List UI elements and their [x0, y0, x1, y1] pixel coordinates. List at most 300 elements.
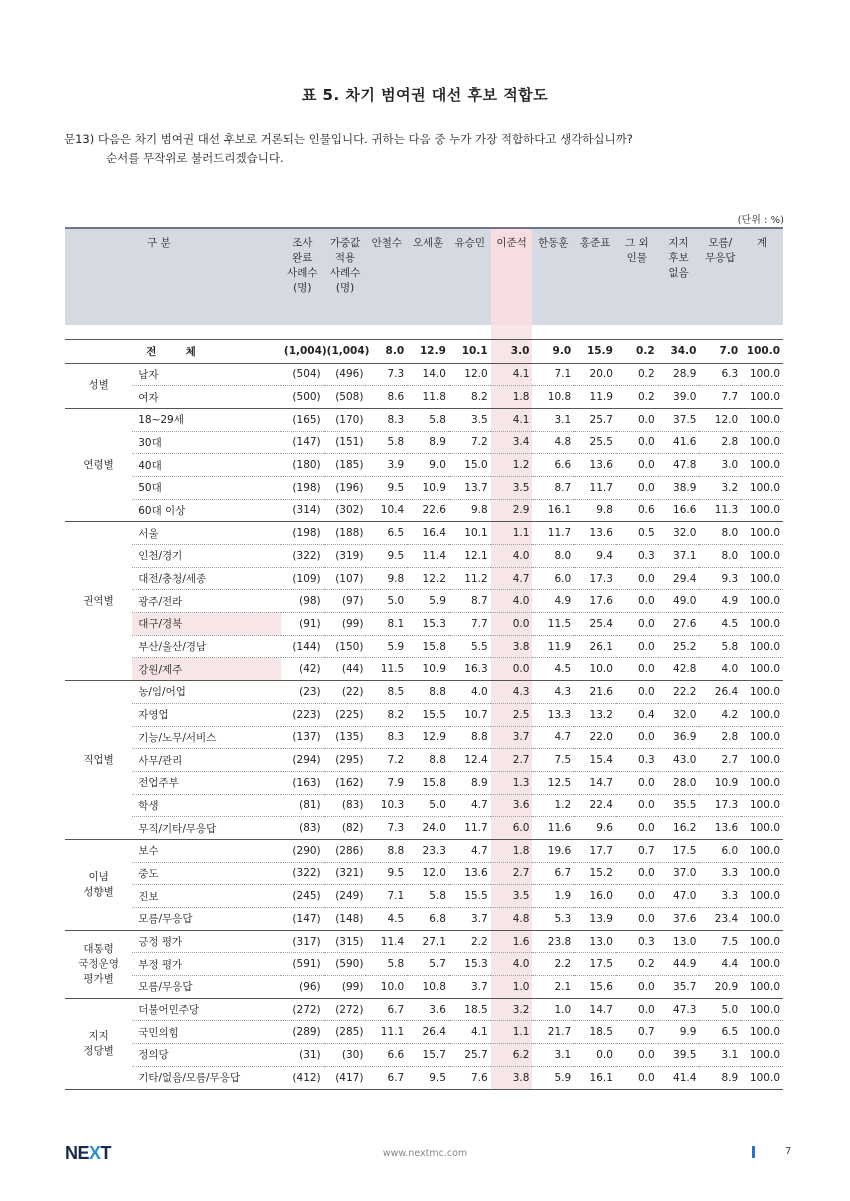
row-value: 8.9	[699, 1066, 741, 1089]
row-value: 100.0	[741, 998, 783, 1021]
table-row	[65, 476, 783, 499]
row-value: 6.0	[699, 839, 741, 862]
row-value: 11.4	[366, 930, 407, 953]
header-category: 구 분	[65, 228, 281, 325]
row-cases: (144)	[281, 635, 324, 658]
row-weighted: (295)	[324, 749, 367, 772]
row-value: 2.7	[491, 862, 533, 885]
row-value: 3.1	[699, 1044, 741, 1067]
table-row	[65, 976, 783, 999]
row-value: 1.1	[491, 1021, 533, 1044]
row-value: 17.6	[574, 590, 616, 613]
row-value: 22.6	[407, 499, 449, 522]
row-weighted: (321)	[324, 862, 367, 885]
row-value: 15.3	[449, 953, 491, 976]
row-value: 9.5	[366, 862, 407, 885]
row-value: 10.8	[407, 976, 449, 999]
table-row	[65, 386, 783, 409]
row-cases: (98)	[281, 590, 324, 613]
row-value: 0.0	[616, 454, 658, 477]
row-value: 100.0	[741, 885, 783, 908]
row-value: 7.3	[366, 363, 407, 386]
row-value: 0.5	[616, 522, 658, 545]
row-value: 3.5	[449, 408, 491, 431]
row-value: 37.6	[658, 908, 700, 931]
row-value: 13.9	[574, 908, 616, 931]
row-value: 4.5	[366, 908, 407, 931]
row-value: 13.6	[449, 862, 491, 885]
row-value: 11.7	[574, 476, 616, 499]
row-value: 1.3	[491, 771, 533, 794]
row-value: 5.9	[366, 635, 407, 658]
row-value: 0.0	[616, 885, 658, 908]
header-col-4: 한동훈	[532, 228, 574, 325]
row-value: 11.4	[407, 545, 449, 568]
row-value: 10.3	[366, 794, 407, 817]
row-value: 37.0	[658, 862, 700, 885]
row-weighted: (22)	[324, 681, 367, 704]
row-value: 25.5	[574, 431, 616, 454]
row-label: 학생	[132, 794, 281, 817]
row-value: 17.3	[699, 794, 741, 817]
row-value: 11.7	[532, 522, 574, 545]
row-weighted: (188)	[324, 522, 367, 545]
row-label: 강원/제주	[132, 658, 281, 681]
row-value: 100.0	[741, 522, 783, 545]
row-value: 39.5	[658, 1044, 700, 1067]
row-value: 29.4	[658, 567, 700, 590]
row-value: 16.4	[407, 522, 449, 545]
row-value: 20.0	[574, 363, 616, 386]
row-value: 1.8	[491, 839, 533, 862]
row-label: 자영업	[132, 703, 281, 726]
row-weighted: (99)	[324, 976, 367, 999]
row-value: 22.2	[658, 681, 700, 704]
row-value: 8.9	[407, 431, 449, 454]
row-cases: (96)	[281, 976, 324, 999]
row-label: 정의당	[132, 1044, 281, 1067]
table-row	[65, 726, 783, 749]
row-weighted: (417)	[324, 1066, 367, 1089]
row-value: 4.9	[699, 590, 741, 613]
row-weighted: (508)	[324, 386, 367, 409]
row-cases: (165)	[281, 408, 324, 431]
row-value: 12.0	[407, 862, 449, 885]
row-value: 100.0	[741, 408, 783, 431]
table-row	[65, 908, 783, 931]
row-weighted: (82)	[324, 817, 367, 840]
table-row	[65, 862, 783, 885]
row-value: 15.3	[407, 613, 449, 636]
row-value: 100.0	[741, 839, 783, 862]
row-value: 4.7	[532, 726, 574, 749]
row-weighted: (272)	[324, 998, 367, 1021]
row-value: 16.6	[658, 499, 700, 522]
row-value: 27.6	[658, 613, 700, 636]
row-value: 0.2	[616, 386, 658, 409]
row-value: 4.1	[491, 408, 533, 431]
row-value: 9.4	[574, 545, 616, 568]
table-row	[65, 522, 783, 545]
row-value: 5.3	[532, 908, 574, 931]
row-value: 6.0	[491, 817, 533, 840]
total-row	[65, 339, 783, 363]
row-value: 35.5	[658, 794, 700, 817]
row-value: 5.8	[366, 953, 407, 976]
total-value: 9.0	[532, 339, 574, 363]
row-value: 4.5	[699, 613, 741, 636]
row-value: 13.0	[574, 930, 616, 953]
row-weighted: (196)	[324, 476, 367, 499]
row-value: 17.7	[574, 839, 616, 862]
row-value: 3.9	[366, 454, 407, 477]
row-weighted: (150)	[324, 635, 367, 658]
row-value: 26.4	[407, 1021, 449, 1044]
row-value: 22.0	[574, 726, 616, 749]
row-value: 100.0	[741, 635, 783, 658]
row-value: 4.8	[491, 908, 533, 931]
header-spacer-row	[65, 325, 783, 339]
row-cases: (137)	[281, 726, 324, 749]
row-value: 5.7	[407, 953, 449, 976]
header-weighted: 가중값 적용 사례수 (명)	[324, 228, 367, 325]
row-value: 49.0	[658, 590, 700, 613]
row-value: 15.5	[449, 885, 491, 908]
row-value: 7.5	[699, 930, 741, 953]
row-value: 4.4	[699, 953, 741, 976]
row-value: 16.1	[532, 499, 574, 522]
row-value: 12.0	[449, 363, 491, 386]
row-weighted: (302)	[324, 499, 367, 522]
row-value: 9.5	[407, 1066, 449, 1089]
row-value: 100.0	[741, 567, 783, 590]
row-cases: (180)	[281, 454, 324, 477]
row-value: 27.1	[407, 930, 449, 953]
row-value: 4.0	[491, 953, 533, 976]
row-value: 3.2	[699, 476, 741, 499]
row-value: 0.0	[574, 1044, 616, 1067]
total-value: 100.0	[741, 339, 783, 363]
row-value: 0.0	[616, 976, 658, 999]
row-value: 13.6	[574, 454, 616, 477]
row-value: 8.7	[449, 590, 491, 613]
table-row	[65, 408, 783, 431]
row-value: 6.0	[532, 567, 574, 590]
total-cases: (1,004)	[281, 339, 324, 363]
row-weighted: (162)	[324, 771, 367, 794]
row-value: 3.7	[449, 976, 491, 999]
total-group-cell	[65, 339, 132, 363]
row-value: 4.1	[491, 363, 533, 386]
row-value: 23.3	[407, 839, 449, 862]
row-value: 47.3	[658, 998, 700, 1021]
row-value: 7.2	[366, 749, 407, 772]
next-logo: NEXT	[65, 1143, 112, 1163]
row-cases: (109)	[281, 567, 324, 590]
row-value: 7.9	[366, 771, 407, 794]
row-value: 13.6	[699, 817, 741, 840]
header-col-7: 지지 후보 없음	[658, 228, 700, 325]
row-value: 0.0	[616, 908, 658, 931]
row-value: 11.1	[366, 1021, 407, 1044]
row-cases: (83)	[281, 817, 324, 840]
row-value: 15.2	[574, 862, 616, 885]
row-value: 100.0	[741, 476, 783, 499]
footer-accent-bar	[752, 1146, 755, 1158]
spacer-cell	[532, 325, 574, 339]
row-value: 1.0	[491, 976, 533, 999]
row-value: 15.8	[407, 771, 449, 794]
row-value: 9.9	[658, 1021, 700, 1044]
row-cases: (245)	[281, 885, 324, 908]
row-value: 1.2	[532, 794, 574, 817]
row-cases: (412)	[281, 1066, 324, 1089]
total-value: 10.1	[449, 339, 491, 363]
row-value: 5.0	[366, 590, 407, 613]
row-weighted: (135)	[324, 726, 367, 749]
row-value: 1.1	[491, 522, 533, 545]
row-value: 0.0	[616, 1044, 658, 1067]
row-value: 6.6	[366, 1044, 407, 1067]
row-label: 50대	[132, 476, 281, 499]
row-cases: (500)	[281, 386, 324, 409]
footer-url: www.nextmc.com	[382, 1148, 468, 1159]
row-value: 17.3	[574, 567, 616, 590]
row-value: 100.0	[741, 771, 783, 794]
row-cases: (322)	[281, 862, 324, 885]
row-value: 3.3	[699, 885, 741, 908]
group-label-1: 연령별	[65, 408, 132, 521]
row-value: 100.0	[741, 908, 783, 931]
row-weighted: (249)	[324, 885, 367, 908]
row-value: 0.0	[616, 726, 658, 749]
row-value: 19.6	[532, 839, 574, 862]
row-value: 5.8	[407, 408, 449, 431]
row-value: 16.2	[658, 817, 700, 840]
total-value: 8.0	[366, 339, 407, 363]
row-value: 10.9	[407, 658, 449, 681]
table-row	[65, 499, 783, 522]
row-cases: (147)	[281, 908, 324, 931]
row-value: 100.0	[741, 658, 783, 681]
row-value: 38.9	[658, 476, 700, 499]
row-value: 0.7	[616, 839, 658, 862]
table-row	[65, 703, 783, 726]
row-value: 10.0	[574, 658, 616, 681]
row-cases: (81)	[281, 794, 324, 817]
row-weighted: (225)	[324, 703, 367, 726]
row-label: 농/임/어업	[132, 681, 281, 704]
row-value: 41.6	[658, 431, 700, 454]
row-value: 100.0	[741, 749, 783, 772]
row-value: 9.5	[366, 476, 407, 499]
header-col-6: 그 외 인물	[616, 228, 658, 325]
row-value: 0.0	[491, 613, 533, 636]
header-row	[65, 228, 783, 325]
row-value: 8.8	[407, 681, 449, 704]
row-value: 11.3	[699, 499, 741, 522]
row-value: 13.2	[574, 703, 616, 726]
row-value: 11.5	[366, 658, 407, 681]
row-value: 39.0	[658, 386, 700, 409]
row-value: 1.9	[532, 885, 574, 908]
row-value: 3.7	[491, 726, 533, 749]
row-value: 6.5	[699, 1021, 741, 1044]
row-value: 100.0	[741, 613, 783, 636]
spacer-cell	[366, 325, 407, 339]
row-value: 5.8	[407, 885, 449, 908]
row-value: 15.6	[574, 976, 616, 999]
row-value: 100.0	[741, 431, 783, 454]
table-row	[65, 749, 783, 772]
row-value: 0.0	[616, 476, 658, 499]
row-value: 2.7	[491, 749, 533, 772]
spacer-cell	[658, 325, 700, 339]
total-value: 12.9	[407, 339, 449, 363]
row-value: 2.9	[491, 499, 533, 522]
row-value: 0.0	[616, 998, 658, 1021]
group-label-0: 성별	[65, 363, 132, 408]
row-value: 17.5	[574, 953, 616, 976]
row-value: 21.7	[532, 1021, 574, 1044]
row-value: 7.3	[366, 817, 407, 840]
row-value: 0.2	[616, 363, 658, 386]
row-weighted: (99)	[324, 613, 367, 636]
row-weighted: (170)	[324, 408, 367, 431]
table-row	[65, 363, 783, 386]
row-value: 0.0	[616, 658, 658, 681]
row-weighted: (590)	[324, 953, 367, 976]
row-label: 40대	[132, 454, 281, 477]
row-label: 서울	[132, 522, 281, 545]
spacer-cell	[491, 325, 533, 339]
table-row	[65, 545, 783, 568]
row-value: 8.8	[366, 839, 407, 862]
row-cases: (322)	[281, 545, 324, 568]
row-weighted: (315)	[324, 930, 367, 953]
row-cases: (317)	[281, 930, 324, 953]
group-label-2: 권역별	[65, 522, 132, 681]
row-value: 41.4	[658, 1066, 700, 1089]
row-value: 0.0	[616, 635, 658, 658]
row-value: 3.1	[532, 1044, 574, 1067]
row-value: 3.0	[699, 454, 741, 477]
row-weighted: (185)	[324, 454, 367, 477]
row-value: 11.9	[574, 386, 616, 409]
row-value: 7.7	[699, 386, 741, 409]
row-value: 8.1	[366, 613, 407, 636]
row-value: 14.0	[407, 363, 449, 386]
row-value: 0.0	[616, 431, 658, 454]
row-value: 12.0	[699, 408, 741, 431]
total-value: 15.9	[574, 339, 616, 363]
header-cases: 조사 완료 사례수 (명)	[281, 228, 324, 325]
row-value: 6.3	[699, 363, 741, 386]
total-value: 7.0	[699, 339, 741, 363]
row-value: 0.0	[616, 590, 658, 613]
row-value: 15.0	[449, 454, 491, 477]
row-label: 모름/무응답	[132, 908, 281, 931]
row-value: 23.8	[532, 930, 574, 953]
row-value: 4.3	[491, 681, 533, 704]
row-weighted: (44)	[324, 658, 367, 681]
row-value: 0.2	[616, 953, 658, 976]
row-label: 중도	[132, 862, 281, 885]
row-value: 100.0	[741, 703, 783, 726]
row-value: 13.6	[574, 522, 616, 545]
table-row	[65, 1021, 783, 1044]
row-value: 3.6	[491, 794, 533, 817]
group-label-4: 이념 성향별	[65, 839, 132, 930]
header-col-1: 오세훈	[407, 228, 449, 325]
row-value: 18.5	[574, 1021, 616, 1044]
row-label: 남자	[132, 363, 281, 386]
row-value: 5.0	[407, 794, 449, 817]
row-cases: (294)	[281, 749, 324, 772]
row-value: 100.0	[741, 1066, 783, 1089]
header-col-3: 이준석	[491, 228, 533, 325]
row-value: 10.4	[366, 499, 407, 522]
row-value: 2.8	[699, 726, 741, 749]
row-value: 9.0	[407, 454, 449, 477]
row-value: 0.0	[616, 794, 658, 817]
row-cases: (23)	[281, 681, 324, 704]
row-label: 60대 이상	[132, 499, 281, 522]
row-value: 28.9	[658, 363, 700, 386]
header-col-5: 홍준표	[574, 228, 616, 325]
row-weighted: (148)	[324, 908, 367, 931]
row-value: 10.1	[449, 522, 491, 545]
row-value: 14.7	[574, 998, 616, 1021]
row-value: 5.9	[407, 590, 449, 613]
row-value: 8.7	[532, 476, 574, 499]
row-cases: (223)	[281, 703, 324, 726]
row-value: 0.0	[616, 862, 658, 885]
row-value: 5.8	[699, 635, 741, 658]
row-label: 전업주부	[132, 771, 281, 794]
results-table	[65, 227, 783, 1090]
table-row	[65, 794, 783, 817]
row-value: 3.6	[407, 998, 449, 1021]
row-value: 15.8	[407, 635, 449, 658]
row-value: 1.2	[491, 454, 533, 477]
table-row	[65, 1066, 783, 1089]
row-value: 10.9	[699, 771, 741, 794]
total-value: 34.0	[658, 339, 700, 363]
row-value: 6.2	[491, 1044, 533, 1067]
row-weighted: (496)	[324, 363, 367, 386]
table-row	[65, 930, 783, 953]
row-value: 2.2	[449, 930, 491, 953]
row-weighted: (286)	[324, 839, 367, 862]
row-value: 16.1	[574, 1066, 616, 1089]
row-value: 9.5	[366, 545, 407, 568]
row-cases: (272)	[281, 998, 324, 1021]
row-label: 국민의힘	[132, 1021, 281, 1044]
row-value: 8.8	[449, 726, 491, 749]
row-weighted: (285)	[324, 1021, 367, 1044]
table-row	[65, 635, 783, 658]
row-value: 10.0	[366, 976, 407, 999]
row-value: 4.2	[699, 703, 741, 726]
row-value: 0.7	[616, 1021, 658, 1044]
row-value: 2.8	[699, 431, 741, 454]
row-value: 25.7	[574, 408, 616, 431]
row-value: 100.0	[741, 726, 783, 749]
row-label: 인천/경기	[132, 545, 281, 568]
row-value: 7.1	[532, 363, 574, 386]
row-value: 1.8	[491, 386, 533, 409]
